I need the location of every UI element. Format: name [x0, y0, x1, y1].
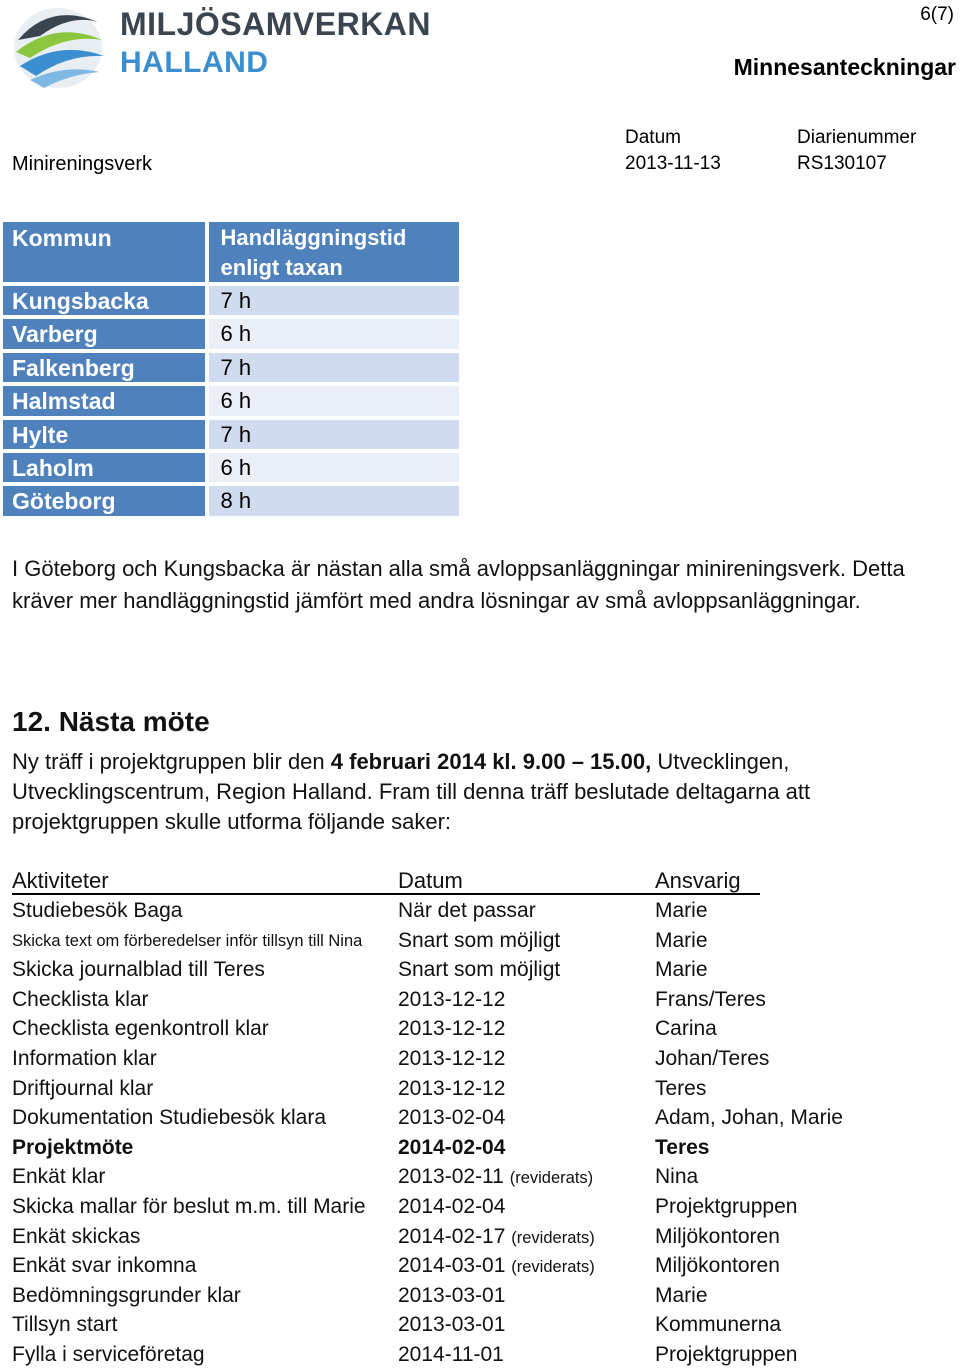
kommun-name: Halmstad	[3, 386, 205, 419]
table-row	[3, 486, 459, 519]
body-paragraph: I Göteborg och Kungsbacka är nästan alla små avloppsanläggningar minireningsverk. Detta kräver mer handläggningstid jämfört med andra lösningar av små avloppsanläggningar.	[12, 556, 905, 613]
activity-date	[398, 1222, 595, 1253]
activity-date	[398, 1192, 505, 1222]
activity-date-value: 2013-02-04	[398, 1106, 506, 1130]
activity-responsible: Miljökontoren	[655, 1254, 780, 1278]
activity-name: Checklista klar	[12, 987, 149, 1011]
activity-name: Tillsyn start	[12, 1313, 118, 1337]
activity-name: Bedömningsgrunder klar	[12, 1283, 241, 1307]
section-text-before: Ny träff i projektgruppen blir den	[12, 749, 331, 774]
activity-responsible: Adam, Johan, Marie	[655, 1106, 843, 1130]
table-row	[12, 1133, 952, 1163]
activity-date-note: (reviderats)	[509, 1169, 594, 1188]
activity-responsible: Projektgruppen	[655, 1342, 798, 1366]
activity-date	[398, 1133, 505, 1163]
activity-date	[398, 896, 536, 926]
activity-date-value: 2013-12-12	[398, 987, 506, 1011]
table-row	[12, 955, 952, 985]
activity-date-value: 2013-03-01	[398, 1313, 506, 1337]
activity-date	[398, 1251, 595, 1282]
activity-responsible: Projektgruppen	[655, 1194, 798, 1218]
activity-date-value: 2013-12-12	[398, 1076, 506, 1100]
date-value: 2013-11-13	[625, 153, 721, 174]
activity-date-value: Snart som möjligt	[398, 958, 561, 982]
activity-responsible: Johan/Teres	[655, 1046, 770, 1070]
table-row	[12, 1310, 952, 1340]
table-row	[3, 353, 459, 386]
logo-emblem-icon	[10, 0, 110, 92]
activities-body	[12, 896, 952, 1370]
diarienummer-label: Diarienummer	[797, 127, 917, 148]
table-row	[3, 386, 459, 419]
logo-text-miljosamverkan: MILJÖSAMVERKAN	[120, 6, 432, 42]
activity-date	[398, 1103, 505, 1133]
table-row	[12, 1192, 952, 1222]
activity-date-value: När det passar	[398, 899, 536, 922]
kommun-time: 8 h	[209, 486, 459, 519]
activity-date-value: 2013-03-01	[398, 1283, 506, 1307]
table-row	[3, 420, 459, 453]
activity-date-value: 2014-11-01	[398, 1342, 504, 1366]
table-row	[3, 319, 459, 352]
table-row	[12, 1074, 952, 1104]
kommun-name: Göteborg	[3, 486, 205, 519]
header-ansvarig: Ansvarig	[655, 868, 741, 893]
table-row	[3, 453, 459, 486]
kommun-time: 6 h	[209, 386, 459, 419]
activity-date-value: 2013-02-11	[398, 1165, 504, 1189]
activity-name: Dokumentation Studiebesök klara	[12, 1106, 327, 1130]
activity-date-value: 2013-12-12	[398, 1046, 506, 1070]
activity-date	[398, 1340, 504, 1370]
activity-name: Skicka journalblad till Teres	[12, 958, 265, 982]
activities-header	[12, 866, 952, 896]
activity-responsible: Teres	[655, 1135, 710, 1159]
activity-responsible: Marie	[655, 958, 708, 982]
activity-responsible: Marie	[655, 1283, 708, 1307]
activity-name: Enkät svar inkomna	[12, 1254, 197, 1278]
activity-name: Enkät klar	[12, 1165, 106, 1189]
header-handlaggningstid: Handläggningstid enligt taxan	[209, 222, 459, 286]
table-row	[12, 1251, 952, 1281]
activity-responsible: Carina	[655, 1017, 717, 1041]
kommun-table	[3, 222, 459, 520]
header-aktiviteter: Aktiviteter	[12, 868, 109, 893]
activity-responsible: Frans/Teres	[655, 987, 766, 1011]
date-label: Datum	[625, 127, 681, 148]
table-row	[12, 1340, 952, 1370]
table-row	[12, 1014, 952, 1044]
table-row	[12, 1044, 952, 1074]
activity-date-note: (reviderats)	[511, 1258, 595, 1277]
section-text-bold: 4 februari 2014 kl. 9.00 – 15.00,	[330, 749, 652, 774]
page-number: 6(7)	[920, 4, 954, 25]
document-type: Minnesanteckningar	[733, 54, 956, 80]
section-paragraph	[12, 747, 932, 837]
document-subject: Minireningsverk	[12, 153, 153, 175]
activity-date-value: 2014-03-01	[398, 1254, 506, 1278]
diarienummer-value: RS130107	[797, 153, 887, 174]
activity-date-value: 2013-12-12	[398, 1017, 506, 1041]
activity-date-value: Snart som möjligt	[398, 928, 561, 952]
table-row	[12, 896, 952, 926]
activity-date-value: 2014-02-17	[398, 1224, 506, 1248]
activity-date	[398, 1044, 505, 1074]
section-text-after: Utvecklingen, Utvecklingscentrum, Region Halland. Fram till denna träff beslutade deltagarna att projektgruppen skulle utforma följande saker:	[12, 749, 811, 834]
activity-date	[398, 1014, 505, 1044]
kommun-time: 7 h	[209, 286, 459, 319]
table-row	[12, 926, 952, 956]
activity-date	[398, 926, 560, 956]
activity-name: Information klar	[12, 1046, 157, 1070]
activity-date	[398, 1310, 505, 1340]
table-row	[12, 1162, 952, 1192]
header-kommun: Kommun	[3, 222, 205, 286]
section-heading: 12. Nästa möte	[12, 706, 210, 737]
activity-date	[398, 1074, 505, 1104]
kommun-name: Falkenberg	[3, 353, 205, 386]
kommun-time: 6 h	[209, 453, 459, 486]
activity-date	[398, 955, 560, 985]
kommun-time: 6 h	[209, 319, 459, 352]
table-row	[12, 985, 952, 1015]
activity-name: Checklista egenkontroll klar	[12, 1017, 269, 1041]
activity-responsible: Kommunerna	[655, 1313, 782, 1337]
table-row	[12, 1281, 952, 1311]
kommun-name: Varberg	[3, 319, 205, 352]
activity-name: Studiebesök Baga	[12, 899, 183, 922]
kommun-name: Laholm	[3, 453, 205, 486]
activity-name: Enkät skickas	[12, 1224, 141, 1248]
activity-responsible: Marie	[655, 928, 708, 952]
logo-text-halland: HALLAND	[120, 46, 269, 79]
kommun-time: 7 h	[209, 420, 459, 453]
activity-responsible: Nina	[655, 1165, 699, 1189]
kommun-name: Hylte	[3, 420, 205, 453]
header-datum: Datum	[398, 868, 463, 893]
activity-responsible: Marie	[655, 899, 708, 922]
activities-table	[12, 866, 952, 1370]
kommun-name: Kungsbacka	[3, 286, 205, 319]
activity-name: Skicka text om förberedelser inför tillsyn till Nina	[12, 931, 363, 950]
activity-date-note: (reviderats)	[511, 1228, 595, 1247]
activity-date	[398, 1162, 593, 1193]
activity-responsible: Teres	[655, 1076, 707, 1100]
table-row	[12, 1103, 952, 1133]
activity-name: Projektmöte	[12, 1135, 134, 1159]
activity-name: Driftjournal klar	[12, 1076, 154, 1100]
activity-date	[398, 1281, 505, 1311]
kommun-time: 7 h	[209, 353, 459, 386]
activity-date	[398, 985, 505, 1015]
activity-responsible: Miljökontoren	[655, 1224, 780, 1248]
activity-name: Skicka mallar för beslut m.m. till Marie	[12, 1194, 366, 1218]
table-row	[12, 1222, 952, 1252]
activity-name: Fylla i serviceföretag	[12, 1342, 205, 1366]
kommun-table-header	[3, 222, 459, 286]
activity-date-value: 2014-02-04	[398, 1194, 506, 1218]
table-row	[3, 286, 459, 319]
activity-date-value: 2014-02-04	[398, 1135, 506, 1159]
